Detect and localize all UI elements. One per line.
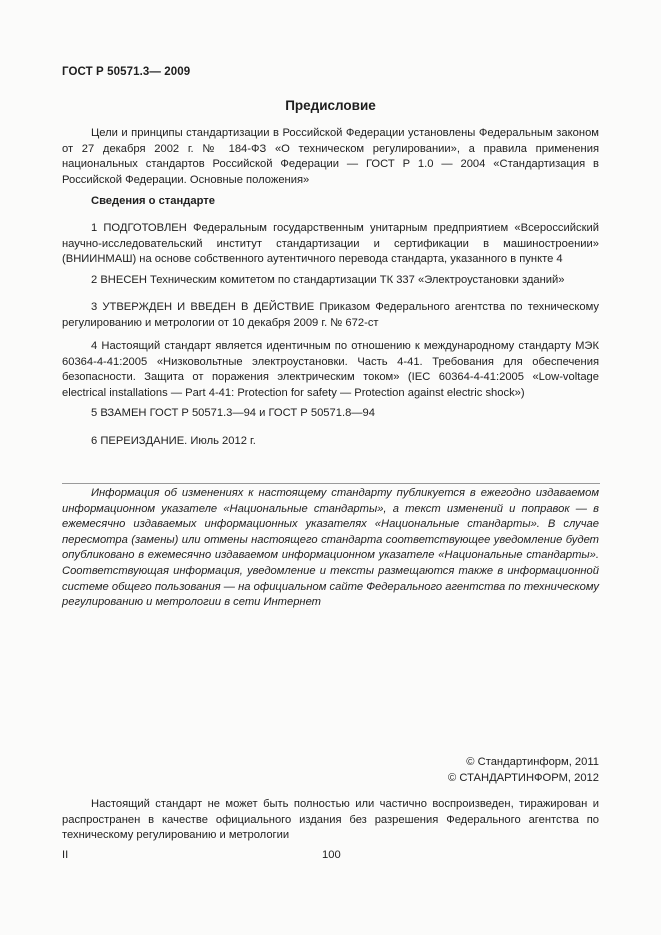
copyright-2012: © СТАНДАРТИНФОРМ, 2012	[448, 772, 599, 784]
legal-notice-text: Настоящий стандарт не может быть полностью или частично воспроизведен, тиражирован и распространен в качестве официального издания без разрешения Федерального агентства по техническому регулированию и метрологии	[62, 798, 599, 842]
intro-text: Цели и принципы стандартизации в Российской Федерации установлены Федеральным законом от 27 декабря 2002 г. № 184-ФЗ «О техническом регулировании», а правила применения национальных стандартов Российской Федерации — ГОСТ Р 1.0 — 2004 «Стандартизация в Российской Федерации. Основные положения»	[62, 127, 599, 186]
item-2	[62, 273, 599, 289]
item-4-text: 4 Настоящий стандарт является идентичным по отношению к международному стандарту МЭК 60364-4-41:2005 «Низковольтные электроустановки. Часть 4-41. Требования для обеспечения безопасности. Защита от поражения электрическим током» (IEC 60364-4-41:2005 «Low-voltage electrical installations — Part 4-41: Protection for safety — Protection against electric shock»)	[62, 340, 599, 399]
section-heading: Сведения о стандарте	[91, 195, 215, 207]
intro-paragraph	[62, 126, 599, 188]
item-5	[62, 406, 599, 422]
item-2-text: 2 ВНЕСЕН Техническим комитетом по стандартизации ТК 337 «Электроустановки зданий»	[91, 274, 565, 286]
item-3-text: 3 УТВЕРЖДЕН И ВВЕДЕН В ДЕЙСТВИЕ Приказом Федерального агентства по техническому регулированию и метрологии от 10 декабря 2009 г. № 672-ст	[62, 301, 599, 329]
item-1	[62, 221, 599, 268]
info-notice-text: Информация об изменениях к настоящему стандарту публикуется в ежегодно издаваемом информационном указателе «Национальные стандарты», а текст изменений и поправок — в ежемесячно издаваемых информационных указателях «Национальные стандарты». В случае пересмотра (замены) или отмены настоящего стандарта соответствующее уведомление будет опубликовано в ежемесячно издаваемом информационном указателе «Национальные стандарты». Соответствующая информация, уведомление и тексты размещаются также в информационной системе общего пользования — на официальном сайте Федерального агентства по техническому регулированию и метрологии в сети Интернет	[62, 487, 599, 609]
item-3	[62, 300, 599, 331]
item-6-text: 6 ПЕРЕИЗДАНИЕ. Июль 2012 г.	[91, 435, 256, 447]
item-5-text: 5 ВЗАМЕН ГОСТ Р 50571.3—94 и ГОСТ Р 50571.8—94	[91, 407, 375, 419]
copyright-2011: © Стандартинформ, 2011	[466, 756, 599, 768]
item-4	[62, 339, 599, 401]
item-6	[62, 434, 599, 450]
document-id: ГОСТ Р 50571.3— 2009	[62, 66, 191, 78]
info-notice	[62, 486, 599, 611]
roman-page-number: II	[62, 849, 69, 861]
page-number: 100	[322, 849, 341, 861]
legal-notice	[62, 797, 599, 844]
divider	[62, 483, 600, 484]
item-1-text: 1 ПОДГОТОВЛЕН Федеральным государственным унитарным предприятием «Всероссийский научно-исследовательский институт стандартизации и сертификации в машиностроении» (ВНИИНМАШ) на основе собственного аутентичного перевода стандарта, указанного в пункте 4	[62, 222, 599, 266]
page-title: Предисловие	[285, 98, 376, 113]
